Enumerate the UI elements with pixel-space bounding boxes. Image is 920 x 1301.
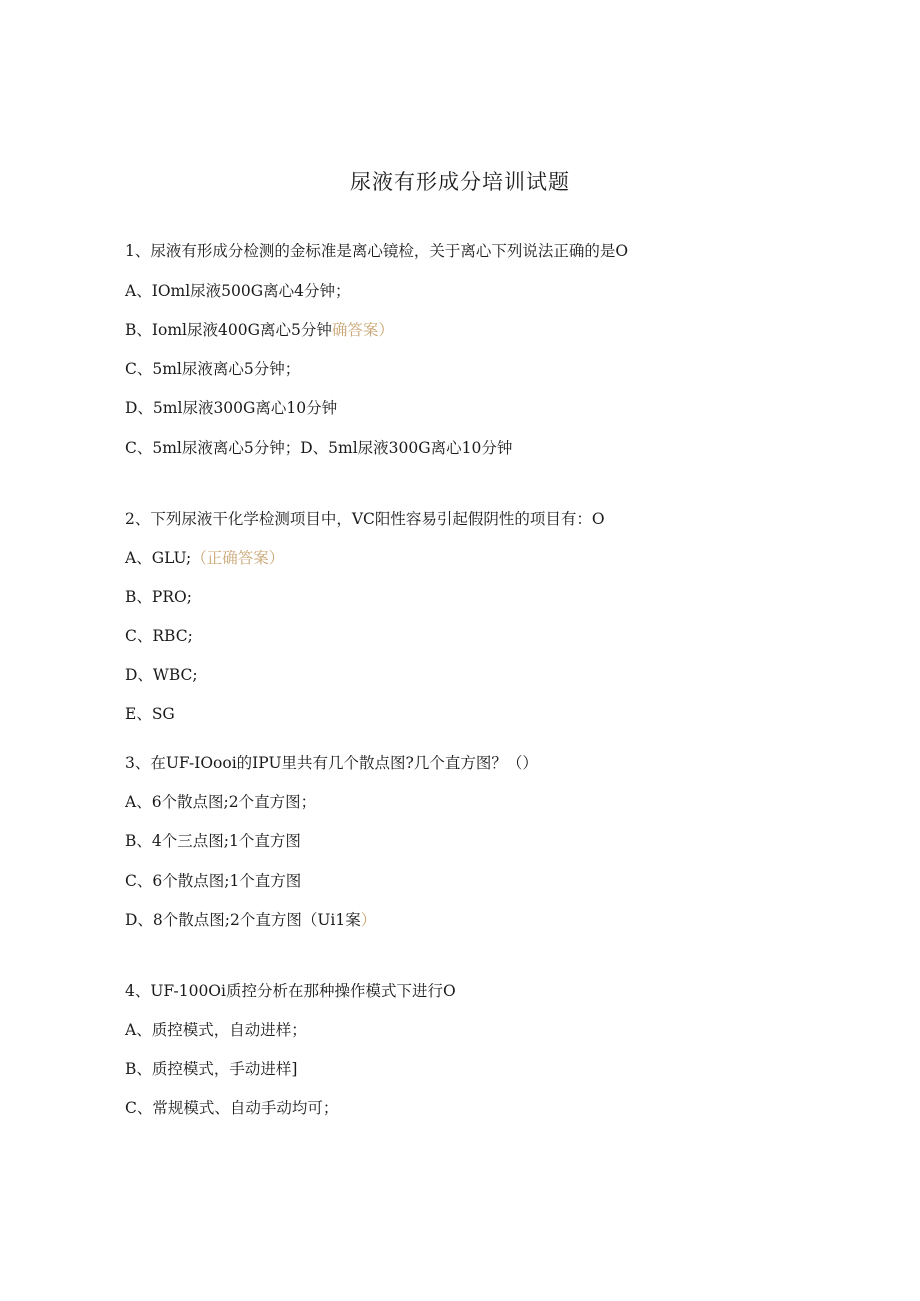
question-4-option-b: B、质控模式，手动进样]: [125, 1060, 298, 1078]
question-2-stem: 2、下列尿液干化学检测项目中，VC阳性容易引起假阴性的项目有：O: [125, 510, 605, 528]
question-1-option-b: B、Ioml尿液400G离心5分钟确答案）: [125, 321, 394, 339]
question-2-option-b: B、PRO;: [125, 588, 192, 606]
question-2-option-e: E、SG: [125, 705, 175, 723]
question-2-option-a: A、GLU;（正确答案）: [125, 549, 285, 567]
correct-answer-mark: ）: [360, 911, 377, 929]
question-3-option-b: B、4个三点图;1个直方图: [125, 832, 301, 850]
question-2-option-c: C、RBC;: [125, 627, 193, 645]
correct-answer-mark: （正确答案）: [191, 549, 285, 567]
question-1-option-c: C、5ml尿液离心5分钟；: [125, 360, 301, 378]
question-3-option-d: D、8个散点图;2个直方图（Ui1案）: [125, 911, 377, 929]
page-title: 尿液有形成分培训试题: [350, 170, 570, 194]
question-4-option-a: A、质控模式，自动进样；: [125, 1021, 307, 1039]
question-1-option-extra: C、5ml尿液离心5分钟；D、5ml尿液300G离心10分钟: [125, 439, 513, 457]
question-3-option-c: C、6个散点图;1个直方图: [125, 872, 302, 890]
question-3-option-a: A、6个散点图;2个直方图；: [125, 793, 317, 811]
correct-answer-mark: 确答案）: [331, 321, 394, 339]
question-1-stem: 1、尿液有形成分检测的金标准是离心镜检，关于离心下列说法正确的是O: [125, 242, 629, 260]
question-3-stem: 3、在UF-IOooi的IPU里共有几个散点图?几个直方图？（）: [125, 754, 538, 772]
question-2-option-d: D、WBC;: [125, 666, 198, 684]
question-1-option-d: D、5ml尿液300G离心10分钟: [125, 399, 338, 417]
question-4-stem: 4、UF-100Oi质控分析在那种操作模式下进行O: [125, 982, 456, 1000]
question-4-option-c: C、常规模式、自动手动均可；: [125, 1099, 339, 1117]
question-1-option-a: A、IOml尿液500G离心4分钟；: [125, 282, 351, 300]
